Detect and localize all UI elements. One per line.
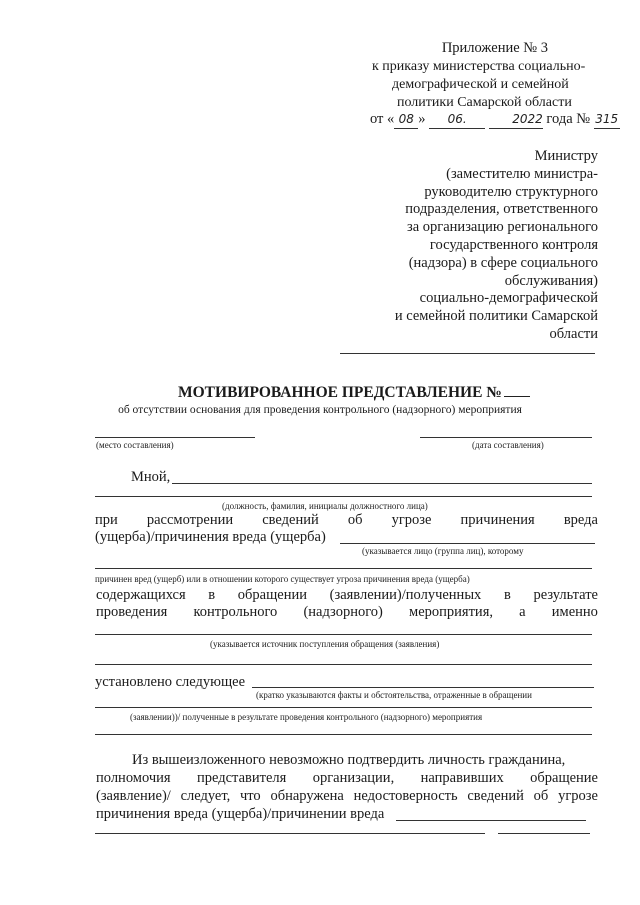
- word: рассмотрении: [146, 512, 234, 528]
- place-caption: (место составления): [96, 440, 174, 450]
- conclusion-line-1: Из вышеизложенного невозможно подтвердить личность гражданина,: [132, 752, 566, 768]
- date-number: 315: [594, 111, 620, 129]
- official-line-2: [95, 496, 592, 497]
- addressee-line: руководителю структурного: [424, 183, 598, 200]
- harm-caption: причинен вред (ущерб) или в отношении которого существует угроза причинения вреда (ущерба): [95, 574, 470, 584]
- mnoy-label: Мной,: [131, 469, 171, 485]
- doc-title: [178, 384, 530, 402]
- word: мероприятия,: [409, 604, 493, 620]
- word: (заявление)/: [96, 788, 171, 804]
- word: при: [95, 512, 118, 528]
- conclusion-blank-line: [396, 820, 586, 821]
- word: организации,: [312, 770, 395, 786]
- word: вреда: [563, 512, 598, 528]
- word: контрольного: [193, 604, 278, 620]
- conclusion-line-5-b: [498, 833, 590, 834]
- word: (надзорного): [303, 604, 383, 620]
- word: об: [533, 788, 549, 804]
- date-month: 06.: [429, 111, 485, 129]
- word: а: [519, 604, 526, 620]
- place-line: [95, 437, 255, 438]
- facts-line: [252, 687, 594, 688]
- facts-caption-2: (заявлении))/ полученные в результате проведения контрольного (надзорного) мероприятия: [130, 712, 483, 722]
- facts-line-2: [95, 707, 592, 708]
- doc-title-text: МОТИВИРОВАННОЕ ПРЕДСТАВЛЕНИЕ №: [178, 384, 502, 401]
- appendix-line-3: политики Самарской области: [397, 95, 572, 110]
- addressee-line: Министру: [534, 148, 598, 164]
- word: что: [239, 788, 261, 804]
- word: именно: [551, 604, 598, 620]
- addressee-line: за организацию регионального: [407, 219, 598, 236]
- word: проведения: [96, 604, 168, 620]
- source-caption: (указывается источник поступления обращения (заявления): [210, 639, 440, 649]
- date-mid: »: [418, 111, 426, 127]
- conclusion-line-2: [96, 770, 598, 787]
- addressee-line: (заместителю министра-: [446, 165, 598, 182]
- word: сведений: [262, 512, 319, 528]
- facts-line-3: [95, 734, 592, 735]
- date-year: 2022: [489, 111, 543, 129]
- word: в: [208, 587, 216, 603]
- addressee-line: государственного контроля: [429, 236, 598, 253]
- addressee-line: области: [549, 325, 598, 342]
- doc-number-blank: [504, 396, 530, 397]
- word: обнаружена: [270, 788, 344, 804]
- word: причинения: [460, 512, 535, 528]
- word: следует,: [180, 788, 231, 804]
- word: недостоверность: [353, 788, 458, 804]
- person-line: [340, 543, 595, 544]
- paragraph-2-line-2: [96, 604, 598, 621]
- word: содержащихся: [96, 587, 186, 603]
- addressee-block: [330, 148, 598, 344]
- addressee-line: и семейной политики Самарской: [394, 308, 598, 325]
- source-line: [95, 634, 592, 635]
- official-line-1: [172, 483, 592, 484]
- word: угрозе: [391, 512, 432, 528]
- addressee-line: обслуживания): [504, 272, 598, 289]
- word: об: [347, 512, 363, 528]
- conclusion-line-5-a: [95, 833, 485, 834]
- word: обращении: [237, 587, 307, 603]
- appendix-title: Приложение № 3: [441, 40, 548, 56]
- established-label: установлено следующее: [95, 674, 246, 690]
- facts-caption: (кратко указываются факты и обстоятельства, отраженные в обращении: [256, 690, 532, 700]
- addressee-line: (надзора) в сфере социального: [408, 254, 598, 271]
- word: угрозе: [558, 788, 598, 804]
- word: сведений: [467, 788, 524, 804]
- source-line-2: [95, 664, 592, 665]
- word: (заявлении)/полученных: [329, 587, 482, 603]
- word: полномочия: [96, 770, 171, 786]
- conclusion-line-4: причинения вреда (ущерба)/причинении вреда: [96, 806, 385, 822]
- word: представителя: [196, 770, 287, 786]
- date-line: [420, 437, 592, 438]
- paragraph-1-line-1: [95, 512, 598, 529]
- date-prefix: от «: [370, 111, 395, 127]
- conclusion-line-3: [96, 788, 598, 805]
- word: направивших: [420, 770, 504, 786]
- addressee-line: подразделения, ответственного: [405, 201, 598, 218]
- paragraph-2-line-1: [96, 587, 598, 604]
- person-caption: (указывается лицо (группа лиц), которому: [362, 546, 524, 556]
- word: результате: [533, 587, 598, 603]
- appendix-line-1: к приказу министерства социально-: [372, 59, 586, 74]
- appendix-line-2: демографической и семейной: [392, 77, 569, 92]
- addressee-signature-line: [340, 353, 595, 354]
- official-caption: (должность, фамилия, инициалы должностного лица): [222, 501, 428, 511]
- paragraph-1-line-2: (ущерба)/причинения вреда (ущерба): [95, 529, 326, 545]
- addressee-line: социально-демографической: [419, 290, 598, 307]
- word: в: [503, 587, 511, 603]
- harm-line: [95, 568, 592, 569]
- date-caption: (дата составления): [472, 440, 544, 450]
- date-suffix: года №: [546, 111, 591, 127]
- date-day: 08: [394, 111, 418, 129]
- word: обращение: [530, 770, 598, 786]
- appendix-date-line: [370, 111, 620, 129]
- doc-subtitle: об отсутствии основания для проведения контрольного (надзорного) мероприятия: [118, 404, 522, 416]
